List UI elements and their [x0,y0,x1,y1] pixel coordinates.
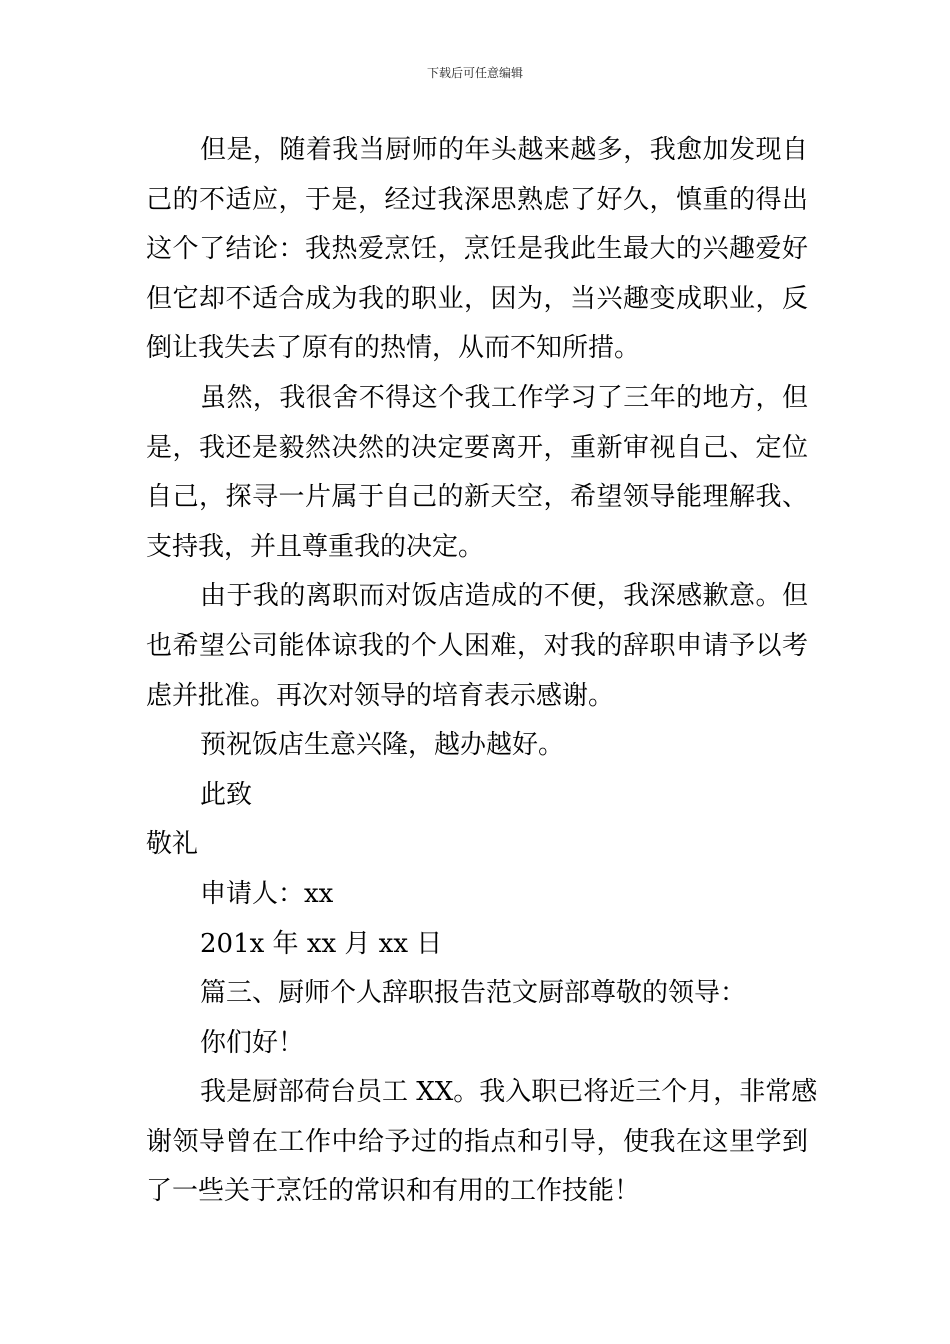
text-line: 虑并批准。再次对领导的培育表示感谢。 [146,680,615,711]
salutation-line: 敬礼 [146,829,199,860]
date-line: 201x 年 xx 月 xx 日 [200,928,443,959]
text-line: 己的不适应，于是，经过我深思熟虑了好久，慎重的得出 [146,184,808,215]
text-line: 我是厨部荷台员工 XX。我入职已将近三个月，非常感 [200,1077,818,1108]
text-line: 但它却不适合成为我的职业，因为，当兴趣变成职业，反 [146,283,808,314]
text-line: 预祝饭店生意兴隆，越办越好。 [200,730,565,761]
text-line: 谢领导曾在工作中给予过的指点和引导，使我在这里学到 [146,1126,808,1157]
text-line: 了一些关于烹饪的常识和有用的工作技能！ [146,1176,641,1207]
text-line: 由于我的离职而对饭店造成的不便，我深感歉意。但 [200,581,808,612]
section-heading: 篇三、厨师个人辞职报告范文厨部尊敬的领导： [200,978,747,1009]
text-line: 也希望公司能体谅我的个人困难，对我的辞职申请予以考 [146,630,808,661]
header-note: 下载后可任意编辑 [426,66,523,80]
closing-line: 此致 [200,779,253,810]
signature-line: 申请人：xx [200,878,334,909]
text-line: 自己，探寻一片属于自己的新天空，希望领导能理解我、 [146,482,808,513]
text-line: 是，我还是毅然决然的决定要离开，重新审视自己、定位 [146,432,808,463]
text-line: 虽然，我很舍不得这个我工作学习了三年的地方，但 [200,382,808,413]
text-line: 这个了结论：我热爱烹饪，烹饪是我此生最大的兴趣爱好 [146,234,808,265]
text-line: 倒让我失去了原有的热情，从而不知所措。 [146,333,641,364]
greeting-line: 你们好！ [200,1027,305,1058]
text-line: 支持我，并且尊重我的决定。 [146,531,485,562]
text-line: 但是，随着我当厨师的年头越来越多，我愈加发现自 [200,135,808,165]
document-body [146,126,818,1217]
